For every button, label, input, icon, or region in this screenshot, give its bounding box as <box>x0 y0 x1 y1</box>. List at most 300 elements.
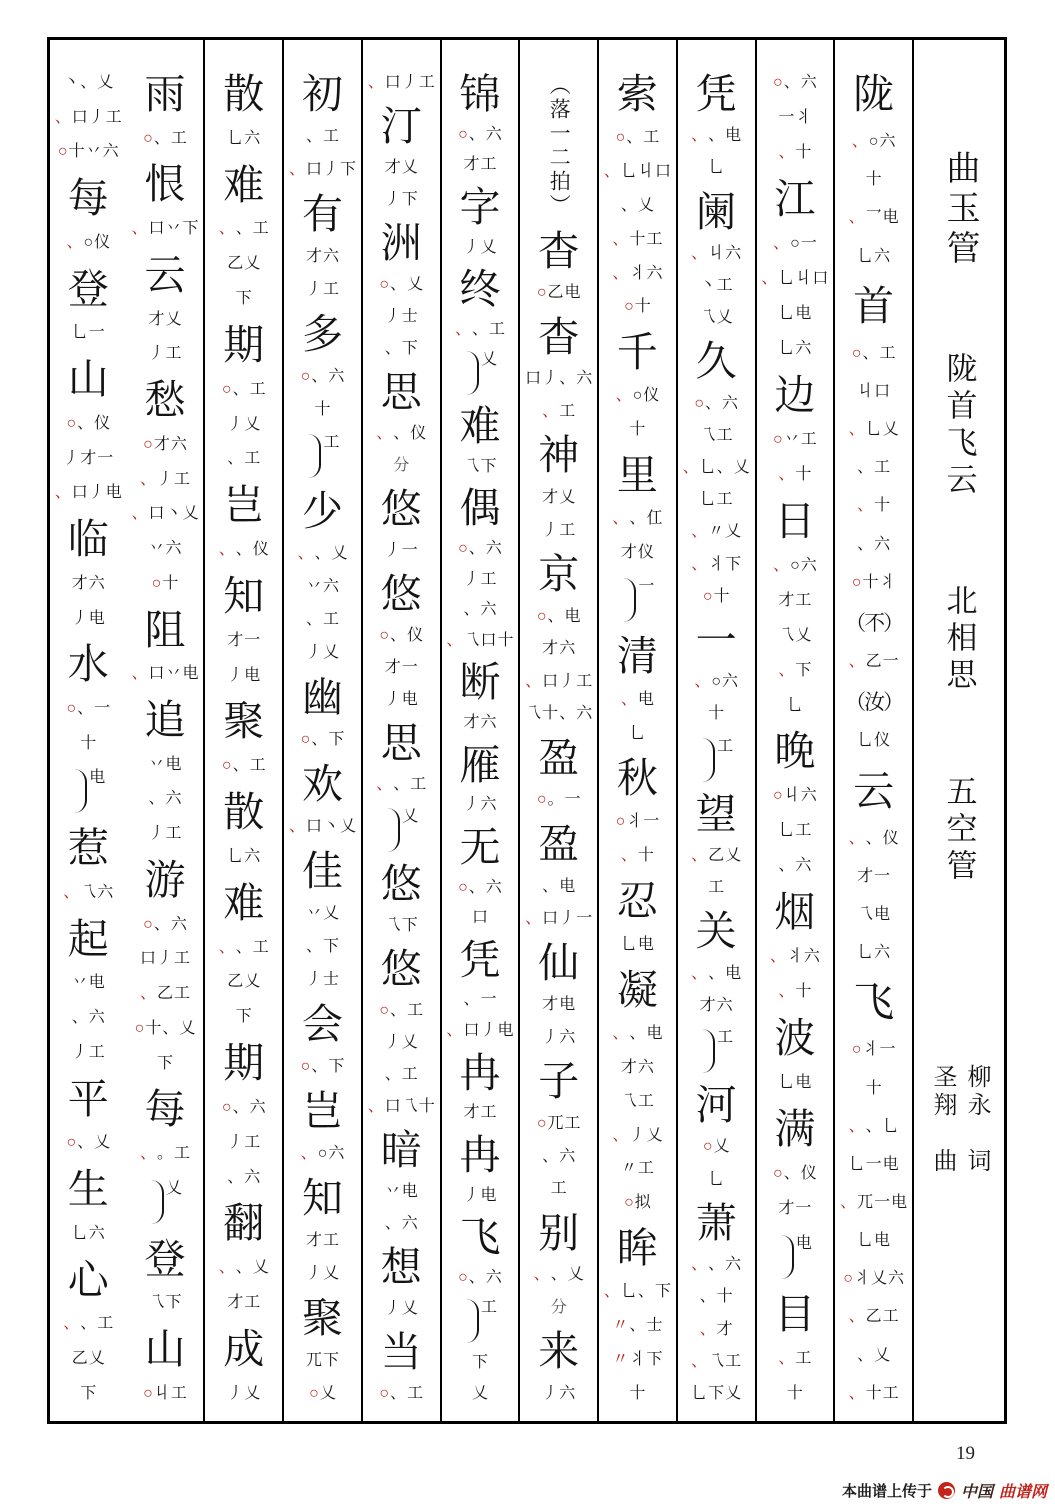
gongche-note: 、 <box>629 509 646 527</box>
gongche-note: 、 <box>77 700 94 718</box>
lyric-char: 云 <box>144 251 186 298</box>
beat-mark: 、 <box>769 948 786 966</box>
gongche-note: 工 <box>637 1160 654 1178</box>
gongche-note: 口 <box>148 665 165 683</box>
gongche-note: 口 <box>525 370 542 388</box>
gongche-note: 乚 <box>778 304 795 322</box>
gongche-note: 乚 <box>71 324 88 342</box>
gongche-note: 乂 <box>88 1350 105 1368</box>
beat-mark: ○ <box>300 1058 311 1075</box>
gongche-note: 丬 <box>626 813 643 831</box>
lyric-char: 雁 <box>459 741 501 788</box>
notation-row <box>140 985 190 1005</box>
lyric-char: 冉 <box>459 1049 501 1096</box>
gongche-note: 丿 <box>463 570 480 588</box>
gongche-note: 下 <box>322 938 339 955</box>
notation-row <box>629 1385 645 1405</box>
gongche-note: 丿 <box>629 1126 646 1144</box>
notation-row <box>227 450 260 470</box>
gongche-note: 工 <box>244 1133 261 1151</box>
gongche-note: 电 <box>559 877 576 895</box>
gongche-note: 丿 <box>157 470 174 488</box>
beat-mark: 、 <box>848 421 865 439</box>
notation-row <box>694 395 738 415</box>
gongche-note: 下 <box>725 555 742 573</box>
beat-mark: ○ <box>773 430 783 448</box>
gongche-note: 十 <box>637 847 654 865</box>
gongche-note: 六 <box>800 787 817 805</box>
notation-row <box>691 1353 741 1373</box>
gongche-note: 口 <box>305 818 322 835</box>
gongche-note: 兀 <box>305 1352 322 1369</box>
notation-row <box>773 1165 817 1185</box>
notation-row <box>542 878 575 898</box>
gongche-note: 丬 <box>629 1351 646 1368</box>
gongche-note: 丿 <box>88 108 105 126</box>
gongche-note: 、 <box>305 128 322 145</box>
notation-row <box>376 425 426 445</box>
gongche-note: 六 <box>722 394 739 412</box>
gongche-note: 乂 <box>646 1126 663 1144</box>
gongche-note: 电 <box>105 484 122 502</box>
notation-row <box>691 127 741 147</box>
gongche-note: 下 <box>480 457 497 475</box>
beat-mark: 、 <box>63 1315 80 1333</box>
gongche-note: 、 <box>227 450 244 468</box>
gongche-note: 乙 <box>71 1350 88 1368</box>
beat-mark: ○ <box>458 539 468 557</box>
gongche-note: 、 <box>468 1268 485 1286</box>
gongche-note: 、 <box>559 705 576 723</box>
gongche-note: 工 <box>717 1029 734 1047</box>
gongche-note: 电 <box>480 1186 497 1204</box>
beat-mark: 、 <box>840 1193 857 1211</box>
gongche-note: 一 <box>800 234 817 252</box>
gongche-note: 工 <box>252 938 269 956</box>
gongche-note: 乂 <box>166 1179 183 1197</box>
notation-row <box>866 171 882 191</box>
gongche-note: 才 <box>463 156 480 174</box>
gongche-note: 。 <box>547 791 564 809</box>
notation-row <box>857 868 890 888</box>
beat-mark: 、 <box>691 964 708 982</box>
lyric-char: 幽 <box>301 674 343 720</box>
gongche-note: 、 <box>311 368 328 385</box>
notation-row <box>219 939 269 959</box>
notation-row <box>857 383 890 403</box>
notation-row <box>612 1317 662 1337</box>
gongche-note: 、 <box>314 545 331 562</box>
notation-row <box>691 1385 741 1405</box>
notation-row <box>306 905 339 925</box>
beat-mark: 、 <box>140 1145 157 1163</box>
gongche-note: 工 <box>559 402 576 420</box>
notation-row <box>472 1354 488 1374</box>
beat-mark: ○ <box>221 380 232 398</box>
lyric-char: 晚 <box>774 728 816 775</box>
notation-row <box>773 74 817 94</box>
notation-row <box>385 659 418 679</box>
gongche-note: 工 <box>174 1145 191 1163</box>
beat-mark: 、 <box>367 1098 384 1115</box>
gongche-note: 六 <box>559 640 576 658</box>
gongche-note: 丩 <box>708 244 725 262</box>
gongche-note: 口 <box>542 910 559 928</box>
gongche-note: 下 <box>401 340 418 357</box>
gongche-note: 六 <box>559 1147 576 1165</box>
notation-row <box>857 248 890 268</box>
beat-mark: ○ <box>773 787 783 805</box>
lyric-char: 悠 <box>380 861 422 907</box>
gongche-note: 、 <box>384 1066 401 1083</box>
notation-row <box>131 505 198 525</box>
notation-row <box>393 457 409 477</box>
gongche-note: 、 <box>783 74 800 91</box>
notation-row <box>152 575 179 595</box>
gongche-note: 乂 <box>322 905 339 922</box>
notation-row <box>537 791 581 811</box>
notation-row <box>236 1008 252 1028</box>
credit-composer: 圣翔 曲 <box>929 1064 955 1176</box>
gongche-note: 、 <box>232 1098 249 1116</box>
notation-row <box>149 825 182 845</box>
beat-mark: 、 <box>691 523 708 541</box>
gongche-note: 乂 <box>874 1346 891 1364</box>
notation-row <box>778 144 811 164</box>
beat-mark: 、 <box>620 847 637 865</box>
notation-row <box>778 983 811 1003</box>
gongche-note: 电 <box>882 1155 899 1173</box>
alternate-lyric: （汝） <box>845 690 903 715</box>
beat-mark: 、 <box>288 818 305 835</box>
gongche-note: 乙 <box>708 847 725 865</box>
gongche-note: 下 <box>471 1354 488 1371</box>
gongche-note: 六 <box>803 948 820 966</box>
gongche-note: 乚 <box>882 1117 899 1135</box>
gongche-note: 口 <box>71 484 88 502</box>
notation-row <box>849 1385 899 1405</box>
gongche-note: 工 <box>716 277 733 295</box>
gongche-note: 电 <box>401 691 418 708</box>
gongche-note: 乂 <box>559 488 576 506</box>
gongche-note: 丶 <box>322 818 339 835</box>
notation-row <box>537 284 581 304</box>
gongche-note: 、 <box>778 857 795 875</box>
lyric-char: 每 <box>67 175 109 222</box>
notation-row <box>66 415 110 435</box>
gongche-note: 、 <box>162 1019 179 1037</box>
notation-row <box>551 1299 567 1319</box>
gongche-note: 工 <box>407 1002 424 1019</box>
notation-row <box>149 756 182 776</box>
gongche-note: 电 <box>874 906 891 923</box>
gongche-note: 、 <box>716 459 733 477</box>
lyric-char: 期 <box>223 321 265 368</box>
beat-mark: 、 <box>620 690 637 708</box>
gongche-note: 丩 <box>795 269 812 287</box>
gongche-note: 兀 <box>547 1114 564 1132</box>
gongche-note: 丿 <box>542 370 559 388</box>
notation-row <box>227 255 260 275</box>
score-column-content <box>442 40 519 1421</box>
notation-row <box>379 1002 423 1022</box>
notation-row <box>621 847 654 867</box>
notation-row <box>857 497 890 517</box>
notation-row <box>143 130 187 150</box>
gongche-note: 六 <box>646 264 663 282</box>
notation-row <box>306 1352 339 1372</box>
gongche-note: 才 <box>227 631 244 649</box>
gongche-note: 、 <box>626 128 643 146</box>
notation-row <box>219 541 269 561</box>
gongche-note: 乚 <box>71 1224 88 1242</box>
lyric-char: 知 <box>301 1175 343 1221</box>
gongche-note: 工 <box>646 230 663 248</box>
gongche-note: 乂 <box>331 545 348 562</box>
gongche-note: 乂 <box>471 1384 488 1402</box>
lyric-char: 心 <box>67 1256 109 1303</box>
gongche-note: 才 <box>463 1104 480 1122</box>
gongche-note: 丿 <box>305 281 322 298</box>
gongche-note: 电 <box>637 936 654 954</box>
lyric-char: 悠 <box>380 571 422 617</box>
notation-row <box>542 1029 575 1049</box>
gongche-note: 才 <box>778 591 795 609</box>
page-number: 19 <box>956 1443 975 1464</box>
gongche-note: 下 <box>328 731 345 748</box>
gongche-note: 才 <box>463 714 480 731</box>
notation-row <box>612 510 662 530</box>
notation-row <box>463 714 496 734</box>
notation-row <box>71 769 105 813</box>
gongche-note: 口 <box>148 505 165 523</box>
beat-mark: 、 <box>612 1126 629 1144</box>
gongche-note: 一 <box>97 449 114 467</box>
gongche-note: 六 <box>795 857 812 875</box>
gongche-note: 乚 <box>708 159 725 177</box>
lyric-char: 一 <box>695 617 737 664</box>
beat-mark: 、 <box>66 233 83 251</box>
notation-row <box>227 848 260 868</box>
gongche-note: 乂 <box>97 74 114 91</box>
notation-row <box>149 540 182 560</box>
beat-mark: ○ <box>151 574 162 592</box>
gongche-note: 下 <box>654 1283 671 1301</box>
notation-row <box>140 471 190 491</box>
gongche-note: 丿 <box>322 161 339 178</box>
gongche-note: 丿 <box>384 691 401 708</box>
gongche-note: 才 <box>542 996 559 1014</box>
notation-row <box>691 847 741 867</box>
gongche-note: 口 <box>384 74 401 91</box>
score-column <box>442 40 521 1421</box>
watermark-brand-site: 曲谱网 <box>998 1484 1047 1501</box>
gongche-note: 电 <box>559 996 576 1014</box>
notation-row <box>857 459 890 479</box>
score-column <box>520 40 599 1421</box>
section-annotation: （落一二拍） <box>547 74 572 218</box>
notation-row <box>700 277 733 297</box>
gongche-note: 丿 <box>559 910 576 928</box>
gongche-note: 一 <box>244 631 261 649</box>
notation-row <box>612 265 662 285</box>
notation-row <box>849 1156 899 1176</box>
beat-mark: 、 <box>525 672 542 690</box>
lyric-char: 仙 <box>538 939 580 986</box>
gongche-note: 才 <box>305 1232 322 1249</box>
gongche-note: 才 <box>227 1294 244 1312</box>
notation-row <box>463 991 496 1011</box>
gongche-note: 乁 <box>463 631 480 649</box>
notation-row <box>80 735 96 755</box>
gongche-note: 工 <box>716 491 733 509</box>
beat-mark: 、 <box>848 1384 865 1402</box>
notation-row <box>149 311 182 331</box>
gongche-note: 仜 <box>646 509 663 527</box>
gongche-note: 、 <box>708 1256 725 1274</box>
gongche-note: 丿 <box>384 1034 401 1051</box>
gongche-note: 六 <box>722 673 739 691</box>
gongche-note: 工 <box>249 757 266 775</box>
beat-mark: 、 <box>848 209 865 227</box>
notation-row <box>542 489 575 509</box>
gongche-note: 六 <box>637 1058 654 1076</box>
gongche-note: 一 <box>401 542 418 559</box>
gongche-note: 六 <box>485 539 502 557</box>
gongche-note: 丩 <box>783 787 800 805</box>
lyric-char: 盈 <box>538 734 580 781</box>
notation-row <box>778 1350 811 1370</box>
gongche-note: 一 <box>865 1155 882 1173</box>
gongche-note: 工 <box>407 1385 424 1402</box>
gongche-note: 一 <box>88 324 105 342</box>
lyric-char: 汀 <box>380 103 422 149</box>
lyric-char: 凭 <box>695 71 737 117</box>
gongche-note: 乂 <box>179 1019 196 1037</box>
gongche-note: 工 <box>480 570 497 588</box>
gongche-note: 丿 <box>463 238 480 256</box>
lyric-char: 山 <box>144 1326 186 1373</box>
gongche-note: 六 <box>88 1224 105 1242</box>
gongche-note: 丿 <box>401 74 418 91</box>
lyric-char: 边 <box>774 371 816 418</box>
lyric-char: 飞 <box>459 1214 501 1261</box>
gongche-note: 丿 <box>559 672 576 690</box>
lyric-char: 索 <box>616 71 658 117</box>
beat-mark: 、 <box>300 1145 317 1162</box>
lyric-char: 断 <box>459 659 501 706</box>
notation-row <box>852 133 896 153</box>
beat-mark: ○ <box>624 1194 634 1212</box>
gongche-note: 下 <box>401 917 418 934</box>
lyric-char: 目 <box>774 1291 816 1338</box>
gongche-note: 六 <box>401 1215 418 1232</box>
gongche-note: 、 <box>865 1117 882 1135</box>
notation-row <box>857 1347 890 1367</box>
pipe-mode: 五空管 <box>941 775 977 886</box>
gongche-note: 乂 <box>182 505 199 523</box>
lyric-char: 当 <box>380 1329 422 1375</box>
notation-row <box>612 1127 662 1147</box>
beat-mark: ○ <box>143 915 153 933</box>
notation-row <box>700 997 733 1017</box>
gongche-note: 丿 <box>480 1022 497 1039</box>
score-frame <box>47 37 1007 1424</box>
gongche-note: 一 <box>576 910 593 928</box>
beat-mark: ○ <box>66 700 77 718</box>
gongche-note: 仪 <box>94 414 111 432</box>
score-column <box>835 40 914 1421</box>
gongche-note: 乚 <box>620 936 637 954</box>
notation-row <box>778 627 811 647</box>
beat-mark: ○ <box>379 627 390 644</box>
gongche-note: 下 <box>401 191 418 208</box>
gongche-note: 一 <box>480 991 497 1009</box>
score-column-content <box>757 40 834 1421</box>
gongche-note: 十 <box>713 587 730 605</box>
beat-mark: 、 <box>376 425 393 442</box>
gongche-note: 、 <box>390 627 407 644</box>
notation-row <box>143 916 187 936</box>
notation-row <box>149 345 182 365</box>
notation-row <box>379 276 423 296</box>
beat-mark: 、 <box>848 829 865 847</box>
notation-row <box>306 248 339 268</box>
gongche-note: 十 <box>497 631 514 649</box>
gongche-note: 乂 <box>252 1259 269 1277</box>
notation-row <box>700 1288 733 1308</box>
notation-row <box>463 601 496 621</box>
notation-row <box>612 231 662 251</box>
gongche-note: 、 <box>311 1058 328 1075</box>
notation-row <box>463 1104 496 1124</box>
gongche-note: 乂 <box>567 1266 584 1284</box>
tie-curve-icon <box>151 1180 164 1224</box>
gongche-note: 工 <box>105 108 122 126</box>
gongche-note: 乚 <box>865 421 882 439</box>
lyric-char: 成 <box>223 1325 265 1372</box>
gongche-note: 下 <box>157 1054 174 1072</box>
notation-row <box>612 1351 662 1371</box>
notation-row <box>773 557 817 577</box>
gongche-note: 六 <box>874 944 891 962</box>
beat-mark: ○ <box>694 394 704 412</box>
notation-row <box>624 298 651 318</box>
notation-row <box>616 129 660 149</box>
gongche-note: 丿 <box>542 1028 559 1046</box>
notation-row <box>463 156 496 176</box>
gongche-note: 口 <box>471 909 488 927</box>
notation-row <box>309 1385 336 1405</box>
gongche-note: 下 <box>80 1384 97 1402</box>
gongche-note: 丿 <box>463 1186 480 1204</box>
tie-curve-icon <box>702 1029 715 1073</box>
lyric-char: 有 <box>301 191 343 237</box>
gongche-note: 仪 <box>637 543 654 561</box>
gongche-note: 丷 <box>305 578 322 595</box>
notation-row <box>306 578 339 598</box>
gongche-note: 才 <box>384 659 401 676</box>
notation-row <box>542 1148 575 1168</box>
notation-row <box>66 234 110 254</box>
gongche-note: 一 <box>564 791 581 809</box>
gongche-note: 工 <box>322 128 339 145</box>
gongche-note: 丶 <box>699 277 716 295</box>
notation-row <box>301 368 345 388</box>
lyric-char: 悠 <box>380 486 422 532</box>
lyric-char: 散 <box>223 71 265 117</box>
gongche-note: 才 <box>857 867 874 885</box>
